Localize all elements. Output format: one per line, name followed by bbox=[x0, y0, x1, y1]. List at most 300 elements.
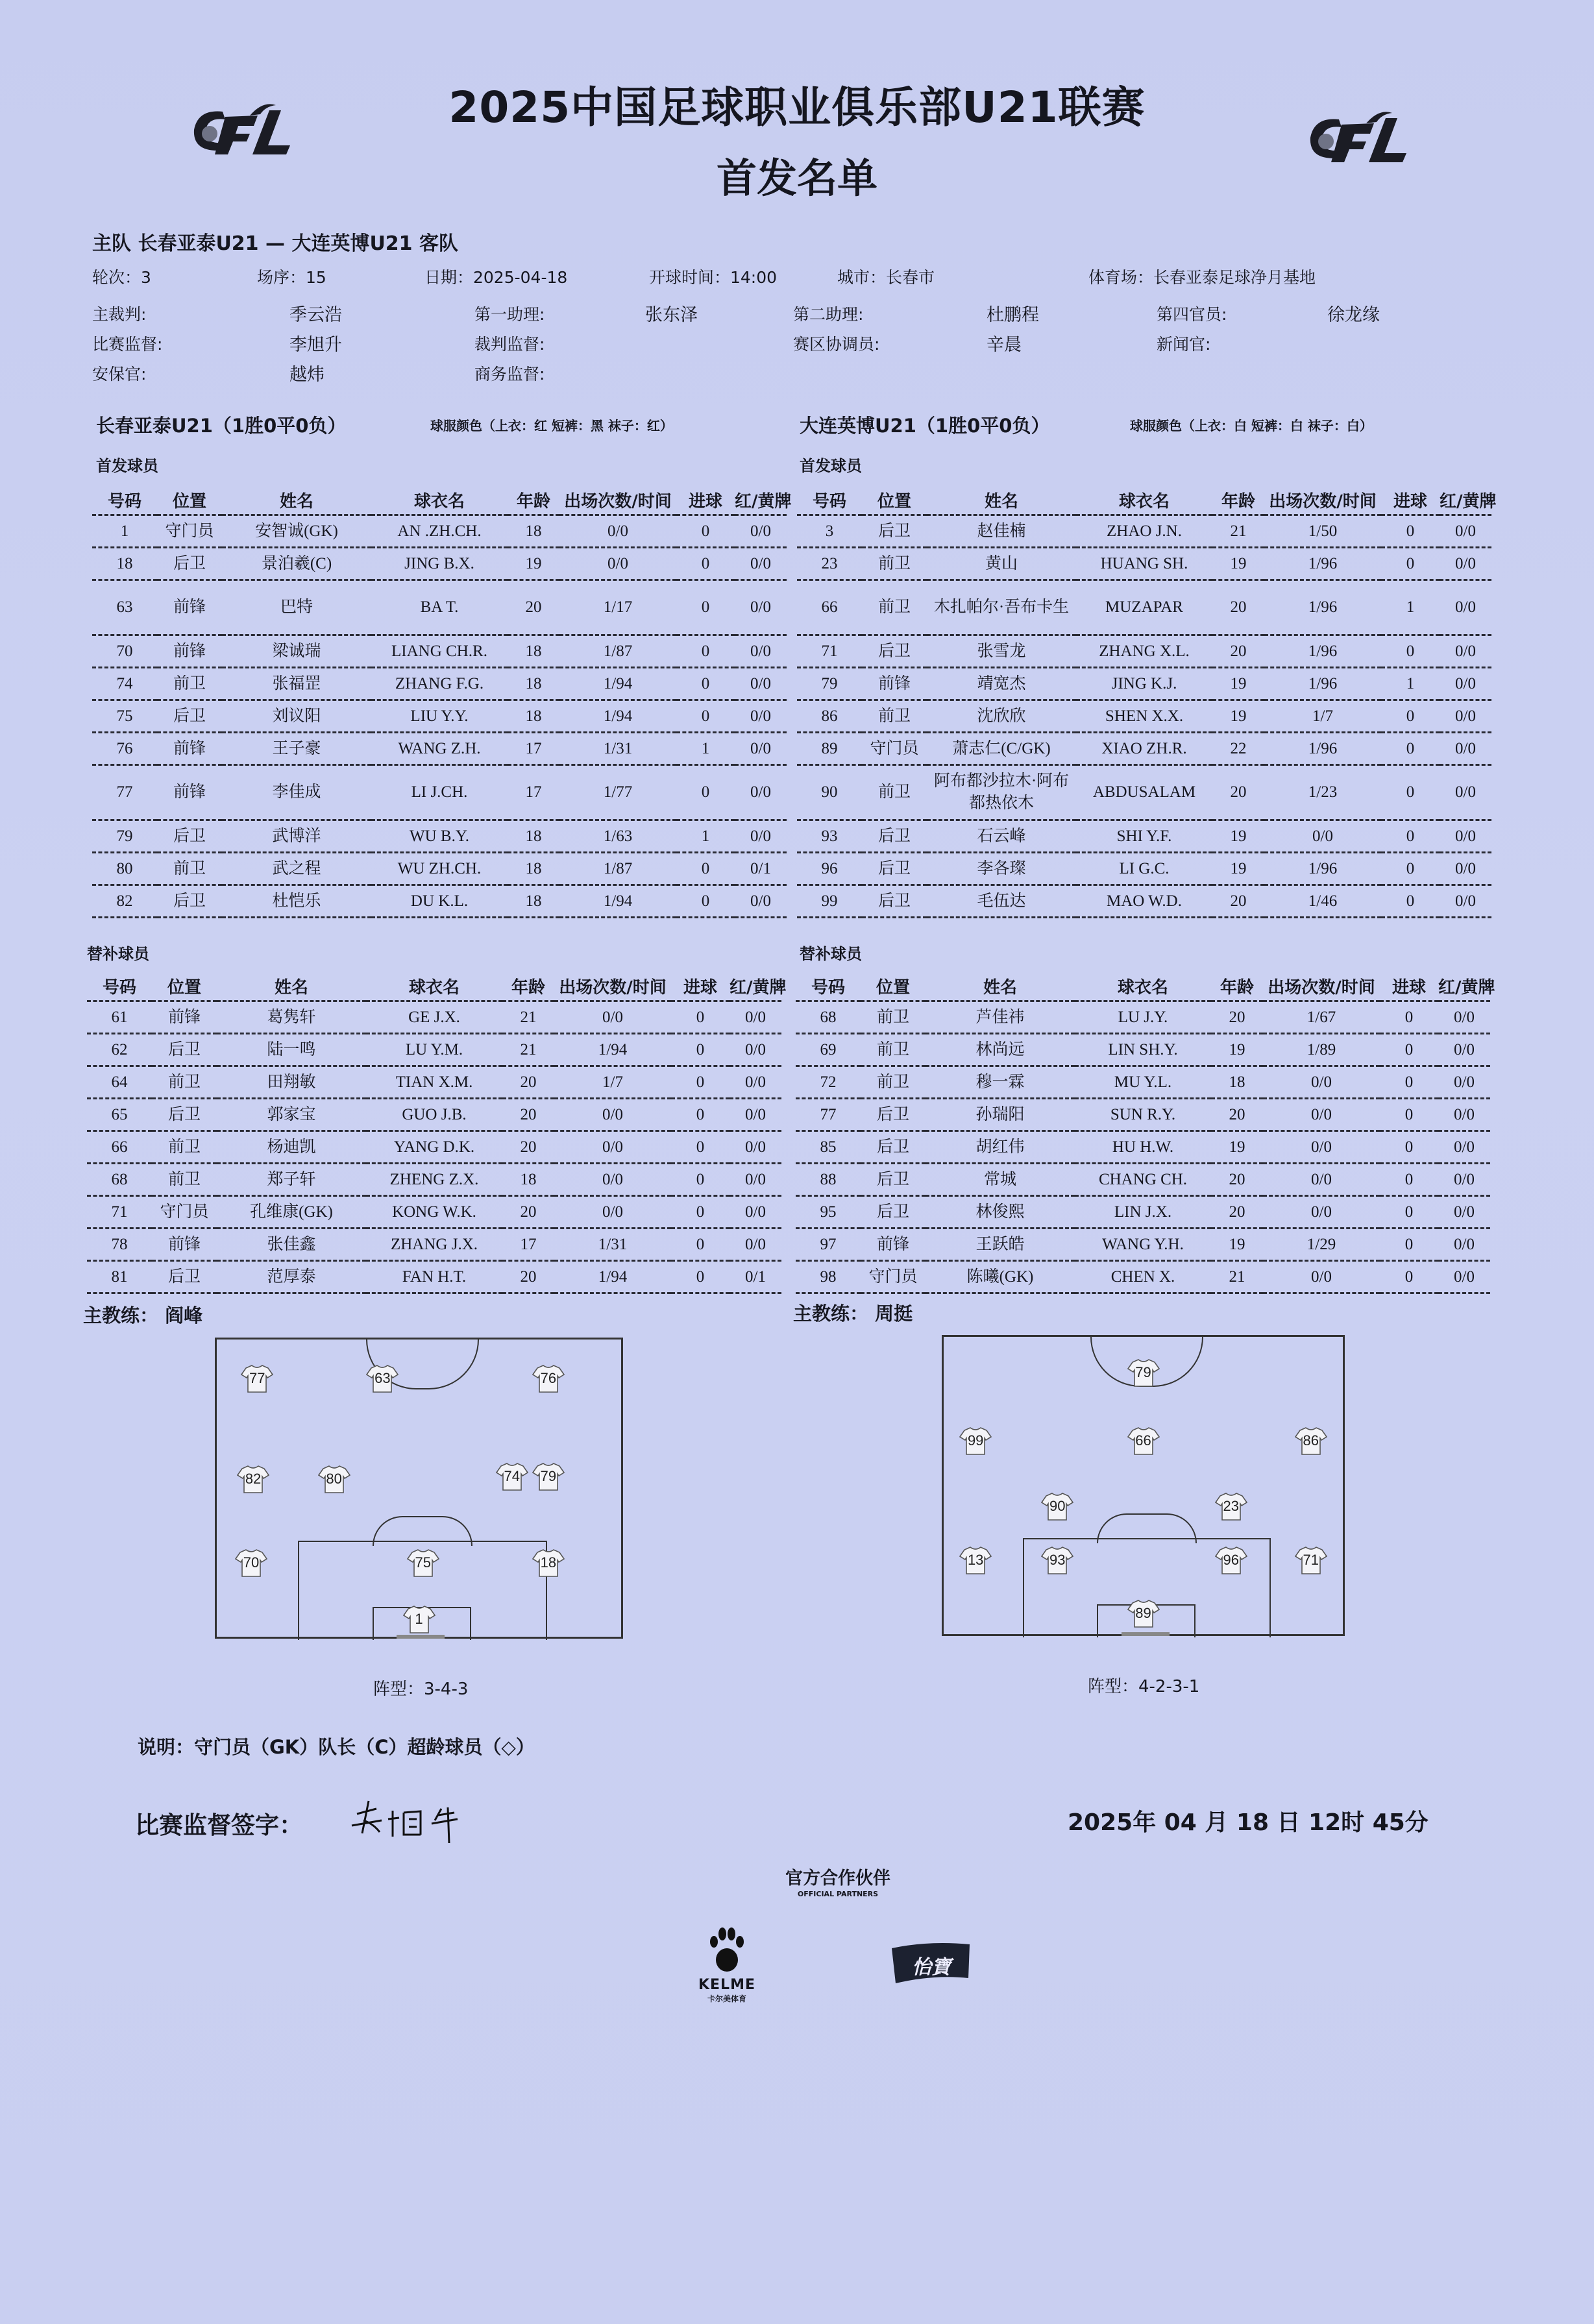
player-age: 19 bbox=[1211, 1131, 1263, 1164]
document-subtitle: 首发名单 bbox=[716, 154, 877, 202]
player-shirt-name: MUZAPAR bbox=[1076, 580, 1212, 635]
column-header-position: 位置 bbox=[152, 972, 217, 1001]
player-cards: 0/0 bbox=[1440, 635, 1491, 668]
player-name: 刘议阳 bbox=[222, 700, 371, 733]
player-age: 21 bbox=[502, 1034, 554, 1066]
player-age: 19 bbox=[1212, 668, 1264, 700]
player-cards: 0/0 bbox=[1438, 1066, 1490, 1099]
player-number: 89 bbox=[797, 733, 862, 765]
player-appearances: 1/63 bbox=[559, 820, 676, 853]
player-shirt-name: SUN R.Y. bbox=[1075, 1099, 1211, 1131]
away-formation: 阵型：4-2-3-1 bbox=[1088, 1677, 1200, 1696]
player-name: 芦佳祎 bbox=[926, 1001, 1075, 1034]
player-jersey bbox=[235, 1548, 267, 1578]
jersey-number: 93 bbox=[1049, 1551, 1066, 1568]
player-position: 前卫 bbox=[152, 1131, 217, 1164]
player-name: 赵佳楠 bbox=[927, 515, 1076, 548]
column-header-number: 号码 bbox=[797, 485, 862, 515]
player-position: 前卫 bbox=[861, 1034, 926, 1066]
column-header-age: 年龄 bbox=[1212, 485, 1264, 515]
player-number: 85 bbox=[796, 1131, 861, 1164]
player-appearances: 0/0 bbox=[1263, 1164, 1380, 1196]
column-header-shirt-name: 球衣名 bbox=[1076, 485, 1212, 515]
player-goals: 0 bbox=[1381, 733, 1440, 765]
player-shirt-name: LU J.Y. bbox=[1075, 1001, 1211, 1034]
player-goals: 0 bbox=[676, 548, 735, 580]
player-row bbox=[92, 820, 787, 853]
player-name: 郑子轩 bbox=[217, 1164, 366, 1196]
document-title: 2025中国足球职业俱乐部U21联赛 bbox=[448, 82, 1146, 132]
player-goals: 0 bbox=[676, 668, 735, 700]
official-name: 季云浩 bbox=[289, 305, 342, 325]
player-cards: 0/0 bbox=[735, 885, 787, 918]
player-goals: 1 bbox=[676, 733, 735, 765]
player-cards: 0/0 bbox=[1440, 700, 1491, 733]
player-goals: 0 bbox=[676, 515, 735, 548]
player-appearances: 0/0 bbox=[559, 515, 676, 548]
player-appearances: 1/96 bbox=[1264, 853, 1381, 885]
column-header-name: 姓名 bbox=[217, 972, 366, 1001]
player-row bbox=[796, 1001, 1490, 1034]
player-row bbox=[797, 668, 1491, 700]
column-header-position: 位置 bbox=[157, 485, 222, 515]
player-shirt-name: WANG Z.H. bbox=[371, 733, 508, 765]
player-row bbox=[92, 700, 787, 733]
player-jersey bbox=[532, 1364, 565, 1393]
player-cards: 0/0 bbox=[1438, 1131, 1490, 1164]
jersey-number: 76 bbox=[540, 1369, 557, 1386]
player-shirt-name: LI J.CH. bbox=[371, 765, 508, 820]
player-goals: 0 bbox=[671, 1131, 730, 1164]
home-team-name: 长春亚泰U21（1胜0平0负） bbox=[96, 415, 347, 437]
player-shirt-name: BA T. bbox=[371, 580, 508, 635]
official-label: 裁判监督: bbox=[474, 335, 545, 354]
player-number: 78 bbox=[87, 1229, 152, 1261]
player-cards: 0/0 bbox=[1440, 765, 1491, 820]
official-name: 杜鹏程 bbox=[987, 305, 1039, 325]
player-shirt-name: ZHANG X.L. bbox=[1076, 635, 1212, 668]
column-header-appearances: 出场次数/时间 bbox=[554, 972, 671, 1001]
table-header-row bbox=[87, 972, 781, 1001]
player-appearances: 1/94 bbox=[559, 885, 676, 918]
player-position: 后卫 bbox=[861, 1099, 926, 1131]
player-number: 72 bbox=[796, 1066, 861, 1099]
jersey-number: 23 bbox=[1223, 1498, 1240, 1515]
player-number: 65 bbox=[87, 1099, 152, 1131]
player-goals: 0 bbox=[1380, 1034, 1438, 1066]
player-shirt-name: WU B.Y. bbox=[371, 820, 508, 853]
player-jersey bbox=[532, 1548, 565, 1578]
home-coach: 主教练： 阎峰 bbox=[83, 1304, 203, 1327]
player-cards: 0/0 bbox=[1438, 1034, 1490, 1066]
player-cards: 0/0 bbox=[735, 515, 787, 548]
player-age: 18 bbox=[1211, 1066, 1263, 1099]
player-cards: 0/0 bbox=[1440, 885, 1491, 918]
player-age: 19 bbox=[508, 548, 559, 580]
player-shirt-name: LIN J.X. bbox=[1075, 1196, 1211, 1229]
player-row bbox=[87, 1066, 781, 1099]
player-appearances: 0/0 bbox=[1263, 1196, 1380, 1229]
jersey-number: 80 bbox=[326, 1471, 342, 1487]
player-age: 20 bbox=[502, 1196, 554, 1229]
player-position: 前锋 bbox=[157, 580, 222, 635]
player-row bbox=[87, 1196, 781, 1229]
jersey-number: 13 bbox=[967, 1551, 984, 1568]
player-shirt-name: WANG Y.H. bbox=[1075, 1229, 1211, 1261]
player-position: 守门员 bbox=[152, 1196, 217, 1229]
player-age: 19 bbox=[1212, 548, 1264, 580]
player-shirt-name: ZHENG Z.X. bbox=[366, 1164, 502, 1196]
player-appearances: 1/96 bbox=[1264, 580, 1381, 635]
player-cards: 0/0 bbox=[730, 1001, 781, 1034]
player-appearances: 1/17 bbox=[559, 580, 676, 635]
player-shirt-name: ABDUSALAM bbox=[1076, 765, 1212, 820]
column-header-appearances: 出场次数/时间 bbox=[1264, 485, 1381, 515]
player-cards: 0/0 bbox=[735, 635, 787, 668]
player-cards: 0/0 bbox=[1438, 1261, 1490, 1293]
column-header-shirt-name: 球衣名 bbox=[366, 972, 502, 1001]
match-teams-line: 主队 长春亚泰U21 — 大连英博U21 客队 bbox=[92, 232, 458, 255]
round: 轮次：3 bbox=[92, 268, 151, 287]
player-number: 66 bbox=[87, 1131, 152, 1164]
player-age: 18 bbox=[508, 820, 559, 853]
player-age: 20 bbox=[502, 1066, 554, 1099]
jersey-number: 79 bbox=[1135, 1364, 1151, 1380]
column-header-age: 年龄 bbox=[1211, 972, 1263, 1001]
player-jersey bbox=[407, 1548, 439, 1578]
player-position: 后卫 bbox=[862, 515, 927, 548]
home-subs-table bbox=[87, 972, 787, 1294]
column-header-cards: 红/黄牌 bbox=[735, 485, 787, 515]
player-row bbox=[796, 1261, 1490, 1293]
jersey-number: 18 bbox=[540, 1554, 557, 1571]
player-jersey bbox=[237, 1464, 269, 1494]
player-shirt-name: LIU Y.Y. bbox=[371, 700, 508, 733]
player-row bbox=[92, 580, 787, 635]
jersey-number: 1 bbox=[415, 1610, 423, 1627]
player-row bbox=[797, 635, 1491, 668]
player-row bbox=[796, 1131, 1490, 1164]
player-row bbox=[87, 1001, 781, 1034]
player-number: 76 bbox=[92, 733, 157, 765]
player-name: 田翔敏 bbox=[217, 1066, 366, 1099]
player-jersey bbox=[532, 1462, 565, 1491]
column-header-age: 年龄 bbox=[502, 972, 554, 1001]
table-header-row bbox=[796, 972, 1490, 1001]
player-age: 19 bbox=[1211, 1229, 1263, 1261]
player-number: 88 bbox=[796, 1164, 861, 1196]
player-position: 后卫 bbox=[157, 820, 222, 853]
player-number: 79 bbox=[92, 820, 157, 853]
player-goals: 0 bbox=[1380, 1001, 1438, 1034]
player-shirt-name: YANG D.K. bbox=[366, 1131, 502, 1164]
player-goals: 0 bbox=[671, 1034, 730, 1066]
player-goals: 0 bbox=[1381, 885, 1440, 918]
player-goals: 0 bbox=[1380, 1261, 1438, 1293]
player-shirt-name: JING K.J. bbox=[1076, 668, 1212, 700]
official-label: 主裁判: bbox=[92, 305, 147, 324]
player-name: 安智诚(GK) bbox=[222, 515, 371, 548]
player-goals: 0 bbox=[671, 1099, 730, 1131]
player-jersey bbox=[1127, 1598, 1160, 1628]
home-starters-label: 首发球员 bbox=[96, 457, 158, 475]
player-name: 林俊熙 bbox=[926, 1196, 1075, 1229]
away-starters-label: 首发球员 bbox=[800, 457, 862, 475]
player-shirt-name: HU H.W. bbox=[1075, 1131, 1211, 1164]
player-jersey bbox=[241, 1364, 273, 1393]
player-name: 陈曦(GK) bbox=[926, 1261, 1075, 1293]
player-appearances: 0/0 bbox=[1263, 1261, 1380, 1293]
player-row bbox=[92, 885, 787, 918]
player-row bbox=[87, 1229, 781, 1261]
player-appearances: 1/87 bbox=[559, 853, 676, 885]
player-age: 20 bbox=[508, 580, 559, 635]
player-cards: 0/1 bbox=[730, 1261, 781, 1293]
jersey-number: 99 bbox=[967, 1432, 984, 1449]
player-goals: 0 bbox=[676, 635, 735, 668]
player-goals: 0 bbox=[1381, 820, 1440, 853]
player-jersey bbox=[403, 1604, 435, 1634]
player-position: 守门员 bbox=[862, 733, 927, 765]
player-number: 96 bbox=[797, 853, 862, 885]
home-kit-colors: 球服颜色（上衣：红 短裤：黑 袜子：红） bbox=[430, 418, 673, 434]
player-cards: 0/0 bbox=[735, 733, 787, 765]
player-row bbox=[92, 668, 787, 700]
player-appearances: 1/96 bbox=[1264, 548, 1381, 580]
signature-image bbox=[344, 1794, 474, 1846]
player-row bbox=[797, 548, 1491, 580]
player-number: 70 bbox=[92, 635, 157, 668]
player-shirt-name: MAO W.D. bbox=[1076, 885, 1212, 918]
player-position: 后卫 bbox=[157, 700, 222, 733]
player-row bbox=[797, 733, 1491, 765]
player-appearances: 1/77 bbox=[559, 765, 676, 820]
player-name: 梁诚瑞 bbox=[222, 635, 371, 668]
player-age: 21 bbox=[1212, 515, 1264, 548]
cfl-logo-left bbox=[185, 97, 299, 159]
player-shirt-name: LIN SH.Y. bbox=[1075, 1034, 1211, 1066]
column-header-shirt-name: 球衣名 bbox=[371, 485, 508, 515]
player-age: 20 bbox=[1211, 1196, 1263, 1229]
official-label: 赛区协调员: bbox=[793, 335, 880, 354]
column-header-name: 姓名 bbox=[222, 485, 371, 515]
player-shirt-name: GE J.X. bbox=[366, 1001, 502, 1034]
player-name: 王跃皓 bbox=[926, 1229, 1075, 1261]
official-label: 新闻官: bbox=[1157, 335, 1211, 354]
player-age: 20 bbox=[502, 1099, 554, 1131]
player-position: 后卫 bbox=[861, 1164, 926, 1196]
away-starters-table bbox=[797, 485, 1497, 918]
player-row bbox=[92, 548, 787, 580]
player-appearances: 1/94 bbox=[559, 700, 676, 733]
signed-datetime: 2025年 04 月 18 日 12时 45分 bbox=[1068, 1809, 1428, 1836]
player-age: 20 bbox=[1212, 765, 1264, 820]
player-goals: 0 bbox=[676, 580, 735, 635]
home-formation-pitch bbox=[215, 1338, 623, 1639]
player-name: 张佳鑫 bbox=[217, 1229, 366, 1261]
player-jersey bbox=[1295, 1545, 1327, 1575]
partners-title: 官方合作伙伴 bbox=[785, 1868, 890, 1889]
legend-note: 说明：守门员（GK）队长（C）超龄球员（◇） bbox=[138, 1736, 535, 1758]
player-age: 21 bbox=[1211, 1261, 1263, 1293]
official-label: 第二助理: bbox=[793, 305, 864, 324]
player-position: 前锋 bbox=[861, 1229, 926, 1261]
player-cards: 0/0 bbox=[730, 1229, 781, 1261]
player-number: 77 bbox=[796, 1099, 861, 1131]
cbest-logo bbox=[889, 1940, 974, 1986]
player-shirt-name: ZHAO J.N. bbox=[1076, 515, 1212, 548]
player-cards: 0/0 bbox=[735, 668, 787, 700]
player-age: 19 bbox=[1211, 1034, 1263, 1066]
player-number: 86 bbox=[797, 700, 862, 733]
player-age: 20 bbox=[1212, 635, 1264, 668]
player-number: 23 bbox=[797, 548, 862, 580]
player-name: 景泊羲(C) bbox=[222, 548, 371, 580]
official-label: 安保官: bbox=[92, 365, 147, 384]
player-name: 武博洋 bbox=[222, 820, 371, 853]
player-cards: 0/0 bbox=[1438, 1099, 1490, 1131]
player-position: 前卫 bbox=[861, 1001, 926, 1034]
player-goals: 0 bbox=[1380, 1196, 1438, 1229]
player-appearances: 0/0 bbox=[559, 548, 676, 580]
player-name: 范厚泰 bbox=[217, 1261, 366, 1293]
player-goals: 0 bbox=[1380, 1066, 1438, 1099]
player-goals: 1 bbox=[1381, 668, 1440, 700]
player-position: 后卫 bbox=[862, 853, 927, 885]
player-age: 17 bbox=[502, 1229, 554, 1261]
player-cards: 0/0 bbox=[1440, 853, 1491, 885]
table-header-row bbox=[92, 485, 787, 515]
player-goals: 0 bbox=[1380, 1164, 1438, 1196]
player-appearances: 1/31 bbox=[559, 733, 676, 765]
player-cards: 0/0 bbox=[730, 1099, 781, 1131]
city: 城市：长春市 bbox=[837, 268, 935, 287]
player-cards: 0/0 bbox=[1440, 515, 1491, 548]
player-name: 穆一霖 bbox=[926, 1066, 1075, 1099]
player-appearances: 1/96 bbox=[1264, 635, 1381, 668]
player-goals: 0 bbox=[671, 1001, 730, 1034]
stadium: 体育场：长春亚泰足球净月基地 bbox=[1088, 268, 1316, 287]
player-jersey bbox=[1127, 1426, 1160, 1456]
player-cards: 0/0 bbox=[735, 548, 787, 580]
player-shirt-name: LIANG CH.R. bbox=[371, 635, 508, 668]
player-appearances: 1/67 bbox=[1263, 1001, 1380, 1034]
player-goals: 0 bbox=[671, 1229, 730, 1261]
player-shirt-name: WU ZH.CH. bbox=[371, 853, 508, 885]
player-goals: 0 bbox=[1381, 548, 1440, 580]
away-kit-colors: 球服颜色（上衣：白 短裤：白 袜子：白） bbox=[1130, 418, 1373, 434]
jersey-number: 75 bbox=[415, 1554, 431, 1571]
player-goals: 0 bbox=[1381, 700, 1440, 733]
player-cards: 0/0 bbox=[1438, 1164, 1490, 1196]
player-row bbox=[92, 733, 787, 765]
kelme-chinese: 卡尔美体育 bbox=[707, 1994, 746, 2003]
official-name: 李旭升 bbox=[289, 335, 342, 355]
player-appearances: 1/46 bbox=[1264, 885, 1381, 918]
player-number: 81 bbox=[87, 1261, 152, 1293]
player-position: 前锋 bbox=[157, 765, 222, 820]
player-number: 75 bbox=[92, 700, 157, 733]
player-goals: 0 bbox=[1381, 853, 1440, 885]
player-position: 前卫 bbox=[157, 668, 222, 700]
player-number: 79 bbox=[797, 668, 862, 700]
player-shirt-name: XIAO ZH.R. bbox=[1076, 733, 1212, 765]
player-cards: 0/0 bbox=[1438, 1196, 1490, 1229]
player-goals: 0 bbox=[1381, 515, 1440, 548]
player-goals: 0 bbox=[1380, 1131, 1438, 1164]
player-name: 孙瑞阳 bbox=[926, 1099, 1075, 1131]
player-row bbox=[797, 765, 1491, 820]
player-cards: 0/0 bbox=[730, 1164, 781, 1196]
player-cards: 0/0 bbox=[1440, 668, 1491, 700]
player-jersey bbox=[1041, 1545, 1073, 1575]
player-name: 常城 bbox=[926, 1164, 1075, 1196]
official-label: 比赛监督: bbox=[92, 335, 163, 354]
player-appearances: 1/50 bbox=[1264, 515, 1381, 548]
player-name: 孔维康(GK) bbox=[217, 1196, 366, 1229]
player-appearances: 1/94 bbox=[559, 668, 676, 700]
player-number: 3 bbox=[797, 515, 862, 548]
player-age: 19 bbox=[1212, 700, 1264, 733]
match-date: 日期：2025-04-18 bbox=[424, 268, 568, 287]
player-appearances: 0/0 bbox=[1263, 1066, 1380, 1099]
player-name: 张福罡 bbox=[222, 668, 371, 700]
player-position: 前卫 bbox=[152, 1164, 217, 1196]
player-goals: 0 bbox=[676, 885, 735, 918]
column-header-appearances: 出场次数/时间 bbox=[559, 485, 676, 515]
player-position: 前卫 bbox=[152, 1066, 217, 1099]
player-cards: 0/0 bbox=[735, 820, 787, 853]
player-name: 李各璨 bbox=[927, 853, 1076, 885]
away-subs-table bbox=[796, 972, 1495, 1294]
player-name: 巴特 bbox=[222, 580, 371, 635]
player-appearances: 1/94 bbox=[554, 1034, 671, 1066]
cbest-wordmark: 怡寶 bbox=[912, 1956, 951, 1979]
player-goals: 0 bbox=[671, 1261, 730, 1293]
player-name: 李佳成 bbox=[222, 765, 371, 820]
jersey-number: 82 bbox=[245, 1471, 262, 1487]
player-position: 前锋 bbox=[152, 1001, 217, 1034]
goal bbox=[397, 1635, 445, 1639]
player-number: 82 bbox=[92, 885, 157, 918]
player-appearances: 1/7 bbox=[1264, 700, 1381, 733]
column-header-age: 年龄 bbox=[508, 485, 559, 515]
player-row bbox=[92, 635, 787, 668]
player-position: 守门员 bbox=[157, 515, 222, 548]
player-appearances: 0/0 bbox=[1263, 1099, 1380, 1131]
player-appearances: 0/0 bbox=[554, 1131, 671, 1164]
player-goals: 0 bbox=[1380, 1099, 1438, 1131]
player-position: 后卫 bbox=[861, 1196, 926, 1229]
home-formation: 阵型：3-4-3 bbox=[373, 1680, 469, 1699]
player-position: 后卫 bbox=[152, 1099, 217, 1131]
player-name: 木扎帕尔·吾布卡生 bbox=[927, 580, 1076, 635]
home-starters-table bbox=[92, 485, 792, 918]
player-name: 林尚远 bbox=[926, 1034, 1075, 1066]
player-number: 74 bbox=[92, 668, 157, 700]
player-age: 20 bbox=[502, 1131, 554, 1164]
player-name: 沈欣欣 bbox=[927, 700, 1076, 733]
player-number: 64 bbox=[87, 1066, 152, 1099]
player-age: 17 bbox=[508, 733, 559, 765]
jersey-number: 86 bbox=[1303, 1432, 1319, 1449]
player-number: 80 bbox=[92, 853, 157, 885]
player-jersey bbox=[1215, 1491, 1247, 1521]
match-number: 场序：15 bbox=[257, 268, 326, 287]
player-name: 石云峰 bbox=[927, 820, 1076, 853]
player-row bbox=[87, 1034, 781, 1066]
player-appearances: 0/0 bbox=[554, 1001, 671, 1034]
